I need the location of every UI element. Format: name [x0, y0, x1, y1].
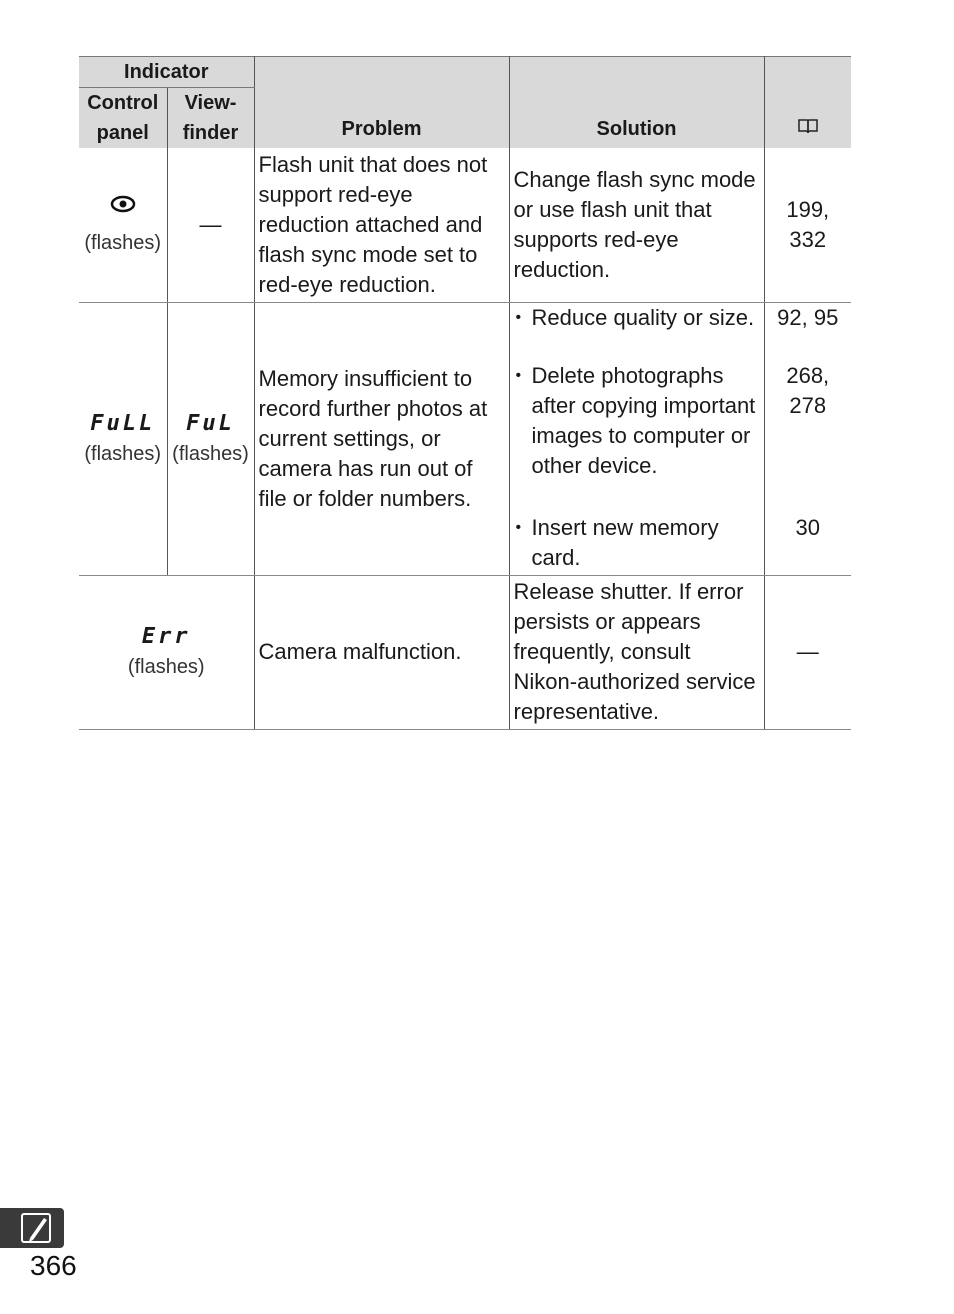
problem-cell: Memory insufficient to record further photos at current settings, or camera has run out of file or folder numbers.	[254, 302, 509, 575]
page-ref-header	[764, 57, 851, 149]
full-lcd-display: FuLL	[90, 410, 156, 436]
solution-cell: Release shutter. If error persists or appears frequently, consult Nikon-authorized service representative.	[509, 575, 764, 729]
problem-header: Problem	[254, 57, 509, 149]
err-lcd-display: Err	[141, 624, 191, 649]
page-ref: 92, 95	[777, 304, 839, 330]
book-icon	[797, 117, 819, 135]
flashes-label: (flashes)	[127, 656, 205, 678]
viewfinder-header: View-finder	[167, 88, 254, 149]
page-ref-cell: —	[764, 575, 851, 729]
flashes-label: (flashes)	[84, 231, 162, 254]
page-ref-cell: 199, 332	[764, 148, 851, 302]
solution-item: • Reduce quality or size.	[514, 303, 760, 361]
control-panel-header: Control panel	[79, 88, 167, 149]
viewfinder-cell	[167, 302, 254, 575]
viewfinder-cell: —	[167, 148, 254, 302]
page-ref-cell	[764, 302, 851, 575]
indicator-header: Indicator	[79, 57, 254, 88]
solution-item: • Insert new memory card.	[514, 513, 760, 573]
problem-cell: Flash unit that does not support red-eye reduction attached and flash sync mode set to red-eye reduction.	[254, 148, 509, 302]
solution-cell: Change flash sync mode or use flash unit that supports red-eye reduction.	[509, 148, 764, 302]
solution-cell	[509, 302, 764, 575]
solution-header: Solution	[509, 57, 764, 149]
troubleshooting-table	[79, 56, 851, 730]
problem-cell: Camera malfunction.	[254, 575, 509, 729]
control-panel-cell	[79, 302, 167, 575]
table-row	[79, 302, 851, 575]
solution-item: • Delete photographs after copying important images to computer or other device.	[514, 361, 760, 513]
table-row	[79, 575, 851, 729]
ful-lcd-display: FuL	[186, 410, 235, 436]
pen-note-icon	[0, 1208, 64, 1248]
flashes-label: (flashes)	[172, 442, 249, 465]
red-eye-icon	[83, 192, 163, 222]
flashes-label: (flashes)	[84, 442, 162, 465]
indicator-cell	[79, 575, 254, 729]
page-ref: 268, 278	[786, 362, 830, 418]
page-number: 366	[30, 1250, 77, 1281]
control-panel-cell	[79, 148, 167, 302]
page-ref: 30	[795, 514, 820, 540]
table-row	[79, 148, 851, 302]
